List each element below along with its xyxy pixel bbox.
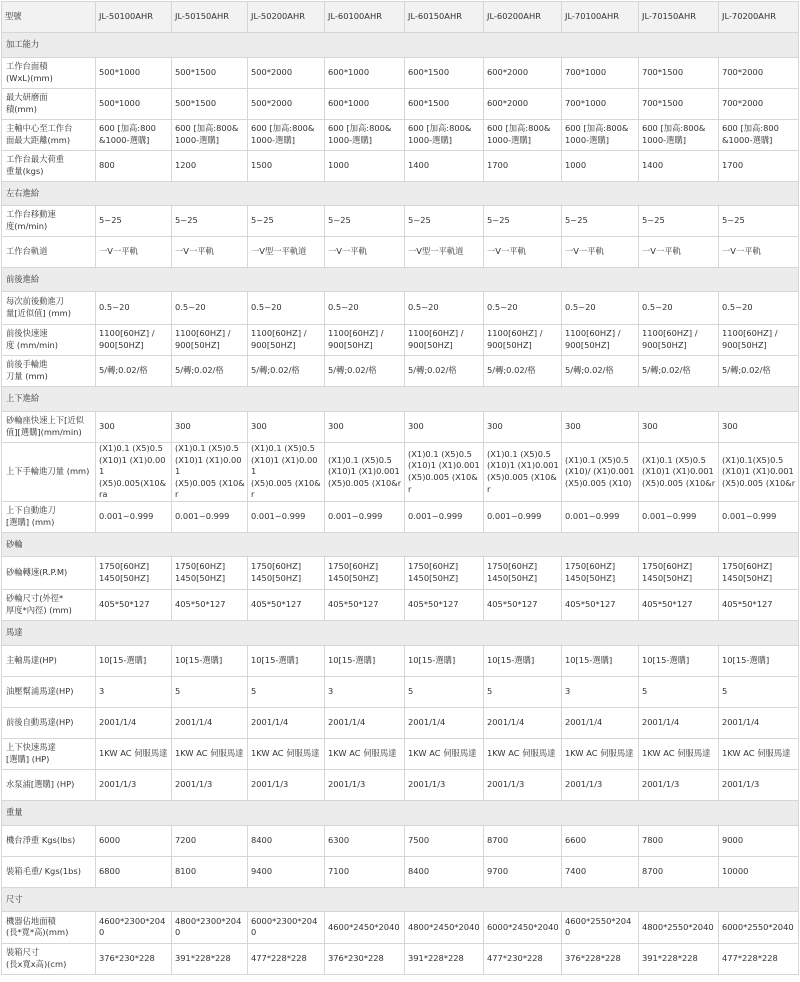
spec-value: 1KW AC 伺服馬達 bbox=[248, 738, 325, 769]
spec-value: 600 [加高:800& 1000-選購] bbox=[639, 120, 719, 151]
spec-value: 0.001~0.999 bbox=[248, 501, 325, 532]
section-title: 前後進給 bbox=[2, 268, 799, 292]
spec-row bbox=[2, 707, 799, 738]
spec-value: 700*1000 bbox=[562, 58, 639, 89]
spec-value: 0.001~0.999 bbox=[325, 501, 405, 532]
spec-label: 每次前後動進刀 量[近似值] (mm) bbox=[2, 292, 96, 325]
spec-value: 300 bbox=[96, 412, 172, 443]
model-name-cell: JL-50200AHR bbox=[248, 2, 325, 33]
spec-value: 5/轉;0.02/格 bbox=[96, 356, 172, 387]
spec-value: 1700 bbox=[484, 151, 562, 182]
spec-value: 1100[60HZ] / 900[50HZ] bbox=[639, 325, 719, 356]
spec-value: 8100 bbox=[172, 856, 248, 887]
spec-value: 1KW AC 伺服馬達 bbox=[639, 738, 719, 769]
spec-value: (X1)0.1 (X5)0.5 (X10)/ (X1)0.001 (X5)0.005 (X10) bbox=[562, 443, 639, 502]
spec-row bbox=[2, 89, 799, 120]
spec-row bbox=[2, 556, 799, 589]
spec-value: 300 bbox=[248, 412, 325, 443]
spec-label: 工作台移動速 度(m/min) bbox=[2, 206, 96, 237]
spec-value: 一V一平軌 bbox=[562, 237, 639, 268]
spec-value: 300 bbox=[562, 412, 639, 443]
spec-value: 1KW AC 伺服馬達 bbox=[562, 738, 639, 769]
spec-value: 一V型一平軌道 bbox=[405, 237, 484, 268]
spec-value: (X1)0.1 (X5)0.5 (X10)1 (X1)0.001 (X5)0.005 (X10&r bbox=[484, 443, 562, 502]
spec-value: (X1)0.1 (X5)0.5 (X10)1 (X1)0.001 (X5)0.005 (X10&r bbox=[405, 443, 484, 502]
spec-value: 4600*2300*2040 bbox=[96, 911, 172, 943]
spec-value: (X1)0.1 (X5)0.5 (X10)1 (X1)0.001 (X5)0.005 (X10&r bbox=[325, 443, 405, 502]
spec-value: 405*50*127 bbox=[96, 589, 172, 620]
spec-value: 500*2000 bbox=[248, 58, 325, 89]
spec-value: 600 [加高:800& 1000-選購] bbox=[325, 120, 405, 151]
spec-value: 2001/1/4 bbox=[172, 707, 248, 738]
spec-value: 405*50*127 bbox=[325, 589, 405, 620]
spec-value: 7400 bbox=[562, 856, 639, 887]
spec-value: 10[15-選購] bbox=[719, 645, 799, 676]
spec-value: 9400 bbox=[248, 856, 325, 887]
spec-value: 10000 bbox=[719, 856, 799, 887]
spec-value: 2001/1/4 bbox=[405, 707, 484, 738]
spec-value: 500*1500 bbox=[172, 89, 248, 120]
spec-value: 1750[60HZ] 1450[50HZ] bbox=[562, 556, 639, 589]
spec-value: 1KW AC 伺服馬達 bbox=[405, 738, 484, 769]
spec-value: 7200 bbox=[172, 825, 248, 856]
spec-row bbox=[2, 443, 799, 502]
spec-row bbox=[2, 589, 799, 620]
spec-value: 1100[60HZ] / 900[50HZ] bbox=[172, 325, 248, 356]
spec-value: 一V一平軌 bbox=[172, 237, 248, 268]
spec-value: 4800*2550*2040 bbox=[639, 911, 719, 943]
spec-value: 1750[60HZ] 1450[50HZ] bbox=[484, 556, 562, 589]
spec-value: 376*228*228 bbox=[562, 943, 639, 974]
spec-label: 上下快速馬達 [選購] (HP) bbox=[2, 738, 96, 769]
spec-value: 600 [加高:800& 1000-選購] bbox=[248, 120, 325, 151]
spec-value: 0.5~20 bbox=[639, 292, 719, 325]
spec-value: 5/轉;0.02/格 bbox=[562, 356, 639, 387]
spec-label: 主軸中心至工作台 面最大距離(mm) bbox=[2, 120, 96, 151]
spec-value: 1750[60HZ] 1450[50HZ] bbox=[639, 556, 719, 589]
spec-value: 6000*2450*2040 bbox=[484, 911, 562, 943]
spec-row bbox=[2, 501, 799, 532]
spec-value: 1100[60HZ] / 900[50HZ] bbox=[248, 325, 325, 356]
spec-value: 477*228*228 bbox=[248, 943, 325, 974]
spec-value: 10[15-選購] bbox=[405, 645, 484, 676]
spec-value: 405*50*127 bbox=[562, 589, 639, 620]
spec-value: 4600*2550*2040 bbox=[562, 911, 639, 943]
spec-value: 405*50*127 bbox=[719, 589, 799, 620]
spec-value: 405*50*127 bbox=[248, 589, 325, 620]
spec-value: 1100[60HZ] / 900[50HZ] bbox=[719, 325, 799, 356]
spec-value: 5/轉;0.02/格 bbox=[484, 356, 562, 387]
spec-value: 一V一平軌 bbox=[325, 237, 405, 268]
spec-value: 2001/1/4 bbox=[325, 707, 405, 738]
spec-value: 5/轉;0.02/格 bbox=[172, 356, 248, 387]
spec-row bbox=[2, 325, 799, 356]
spec-value: (X1)0.1 (X5)0.5 (X10)1 (X1)0.001 (X5)0.005 (X10&r bbox=[172, 443, 248, 502]
spec-row bbox=[2, 237, 799, 268]
spec-value: 5~25 bbox=[639, 206, 719, 237]
spec-value: 5 bbox=[719, 676, 799, 707]
spec-label: 機台淨重 Kgs(lbs) bbox=[2, 825, 96, 856]
spec-value: 5~25 bbox=[248, 206, 325, 237]
spec-value: 2001/1/3 bbox=[172, 769, 248, 800]
spec-label: 砂輪轉速(R.P.M) bbox=[2, 556, 96, 589]
spec-value: 5~25 bbox=[719, 206, 799, 237]
spec-value: 1750[60HZ] 1450[50HZ] bbox=[96, 556, 172, 589]
spec-value: 477*230*228 bbox=[484, 943, 562, 974]
spec-value: 500*2000 bbox=[248, 89, 325, 120]
spec-value: 1KW AC 伺服馬達 bbox=[172, 738, 248, 769]
spec-value: 8700 bbox=[639, 856, 719, 887]
spec-value: 5~25 bbox=[325, 206, 405, 237]
spec-value: 0.5~20 bbox=[172, 292, 248, 325]
spec-value: 0.5~20 bbox=[248, 292, 325, 325]
spec-value: 405*50*127 bbox=[639, 589, 719, 620]
spec-value: 800 bbox=[96, 151, 172, 182]
spec-value: 4600*2450*2040 bbox=[325, 911, 405, 943]
spec-value: 0.001~0.999 bbox=[172, 501, 248, 532]
spec-value: 376*230*228 bbox=[325, 943, 405, 974]
spec-value: 7800 bbox=[639, 825, 719, 856]
spec-label: 工作台最大荷重 重量(kgs) bbox=[2, 151, 96, 182]
section-header-row bbox=[2, 620, 799, 645]
spec-label: 主軸馬達(HP) bbox=[2, 645, 96, 676]
spec-row bbox=[2, 412, 799, 443]
spec-value: 405*50*127 bbox=[172, 589, 248, 620]
spec-value: 2001/1/4 bbox=[248, 707, 325, 738]
spec-value: 600*1500 bbox=[405, 89, 484, 120]
spec-value: 391*228*228 bbox=[639, 943, 719, 974]
spec-value: 391*228*228 bbox=[405, 943, 484, 974]
spec-value: 1KW AC 伺服馬達 bbox=[325, 738, 405, 769]
spec-value: (X1)0.1 (X5)0.5 (X10)1 (X1)0.001 (X5)0.005(X10&ra bbox=[96, 443, 172, 502]
spec-row bbox=[2, 911, 799, 943]
spec-value: 300 bbox=[172, 412, 248, 443]
spec-value: 2001/1/3 bbox=[96, 769, 172, 800]
spec-value: 1750[60HZ] 1450[50HZ] bbox=[172, 556, 248, 589]
spec-value: 10[15-選購] bbox=[325, 645, 405, 676]
model-header-row bbox=[2, 2, 799, 33]
spec-label: 最大研磨面 積(mm) bbox=[2, 89, 96, 120]
section-header-row bbox=[2, 268, 799, 292]
spec-value: 0.001~0.999 bbox=[719, 501, 799, 532]
spec-value: 0.001~0.999 bbox=[484, 501, 562, 532]
spec-value: 2001/1/4 bbox=[719, 707, 799, 738]
spec-value: 5 bbox=[639, 676, 719, 707]
model-name-cell: JL-60200AHR bbox=[484, 2, 562, 33]
spec-value: 0.001~0.999 bbox=[562, 501, 639, 532]
spec-value: 2001/1/3 bbox=[484, 769, 562, 800]
spec-value: 4800*2450*2040 bbox=[405, 911, 484, 943]
spec-row bbox=[2, 738, 799, 769]
spec-label: 工作台軌道 bbox=[2, 237, 96, 268]
section-title: 重量 bbox=[2, 800, 799, 825]
spec-value: 391*228*228 bbox=[172, 943, 248, 974]
spec-value: 10[15-選購] bbox=[639, 645, 719, 676]
spec-row bbox=[2, 943, 799, 974]
spec-row bbox=[2, 645, 799, 676]
spec-value: 7100 bbox=[325, 856, 405, 887]
model-name-cell: JL-50100AHR bbox=[96, 2, 172, 33]
spec-label: 裝箱尺寸 (長x寬x高)(cm) bbox=[2, 943, 96, 974]
spec-label: 上下自動進刀 [選購] (mm) bbox=[2, 501, 96, 532]
spec-row bbox=[2, 356, 799, 387]
spec-value: 5 bbox=[405, 676, 484, 707]
spec-value: 1KW AC 伺服馬達 bbox=[96, 738, 172, 769]
spec-value: 0.5~20 bbox=[484, 292, 562, 325]
spec-label: 前後自動馬達(HP) bbox=[2, 707, 96, 738]
spec-value: 300 bbox=[405, 412, 484, 443]
section-header-row bbox=[2, 387, 799, 412]
spec-value: 1000 bbox=[562, 151, 639, 182]
model-name-cell: JL-60150AHR bbox=[405, 2, 484, 33]
spec-value: 5 bbox=[484, 676, 562, 707]
spec-value: 0.5~20 bbox=[325, 292, 405, 325]
spec-value: 5/轉;0.02/格 bbox=[248, 356, 325, 387]
spec-row bbox=[2, 120, 799, 151]
spec-value: 1750[60HZ] 1450[50HZ] bbox=[405, 556, 484, 589]
spec-value: 6800 bbox=[96, 856, 172, 887]
spec-value: 10[15-選購] bbox=[484, 645, 562, 676]
spec-label: 裝箱毛重/ Kgs(1bs) bbox=[2, 856, 96, 887]
section-header-row bbox=[2, 887, 799, 911]
spec-label: 前後手輪進 刀量 (mm) bbox=[2, 356, 96, 387]
spec-value: 10[15-選購] bbox=[248, 645, 325, 676]
section-title: 加工能力 bbox=[2, 33, 799, 58]
spec-value: 600 [加高:800 &1000-選購] bbox=[719, 120, 799, 151]
spec-value: 一V一平軌 bbox=[96, 237, 172, 268]
spec-value: 1100[60HZ] / 900[50HZ] bbox=[562, 325, 639, 356]
section-header-row bbox=[2, 800, 799, 825]
spec-value: 6000*2550*2040 bbox=[719, 911, 799, 943]
spec-value: 2001/1/3 bbox=[562, 769, 639, 800]
spec-row bbox=[2, 58, 799, 89]
spec-value: 2001/1/3 bbox=[639, 769, 719, 800]
spec-value: 1750[60HZ] 1450[50HZ] bbox=[325, 556, 405, 589]
spec-table bbox=[1, 1, 799, 975]
section-title: 馬達 bbox=[2, 620, 799, 645]
spec-value: 0.5~20 bbox=[562, 292, 639, 325]
spec-value: 1KW AC 伺服馬達 bbox=[719, 738, 799, 769]
spec-row bbox=[2, 769, 799, 800]
spec-row bbox=[2, 151, 799, 182]
spec-value: 2001/1/4 bbox=[639, 707, 719, 738]
spec-value: 0.5~20 bbox=[719, 292, 799, 325]
spec-value: 1400 bbox=[639, 151, 719, 182]
section-title: 尺寸 bbox=[2, 887, 799, 911]
spec-table-body bbox=[2, 2, 799, 975]
spec-label: 油壓幫浦馬達(HP) bbox=[2, 676, 96, 707]
spec-value: 6000*2300*2040 bbox=[248, 911, 325, 943]
spec-value: 600 [加高:800& 1000-選購] bbox=[405, 120, 484, 151]
spec-value: 一V型一平軌道 bbox=[248, 237, 325, 268]
spec-value: 5/轉;0.02/格 bbox=[325, 356, 405, 387]
spec-value: 1100[60HZ] / 900[50HZ] bbox=[325, 325, 405, 356]
spec-value: 1500 bbox=[248, 151, 325, 182]
model-header-label: 型號 bbox=[2, 2, 96, 33]
spec-value: 477*228*228 bbox=[719, 943, 799, 974]
spec-value: 5~25 bbox=[405, 206, 484, 237]
spec-value: 700*1500 bbox=[639, 58, 719, 89]
spec-value: 1400 bbox=[405, 151, 484, 182]
spec-row bbox=[2, 292, 799, 325]
spec-value: 2001/1/3 bbox=[405, 769, 484, 800]
spec-value: 一V一平軌 bbox=[484, 237, 562, 268]
spec-value: 1000 bbox=[325, 151, 405, 182]
spec-value: 600 [加高:800& 1000-選購] bbox=[562, 120, 639, 151]
spec-value: 300 bbox=[639, 412, 719, 443]
spec-value: 2001/1/3 bbox=[719, 769, 799, 800]
spec-value: 6000 bbox=[96, 825, 172, 856]
spec-value: 8400 bbox=[405, 856, 484, 887]
spec-value: (X1)0.1 (X5)0.5 (X10)1 (X1)0.001 (X5)0.005 (X10&r bbox=[248, 443, 325, 502]
section-header-row bbox=[2, 532, 799, 556]
spec-value: 600*1500 bbox=[405, 58, 484, 89]
spec-value: 600*2000 bbox=[484, 89, 562, 120]
spec-label: 砂輪尺寸(外徑* 厚度*內徑) (mm) bbox=[2, 589, 96, 620]
spec-value: 600*1000 bbox=[325, 89, 405, 120]
spec-value: 500*1500 bbox=[172, 58, 248, 89]
spec-value: 700*2000 bbox=[719, 58, 799, 89]
spec-value: 405*50*127 bbox=[484, 589, 562, 620]
section-title: 上下進給 bbox=[2, 387, 799, 412]
spec-value: 700*2000 bbox=[719, 89, 799, 120]
spec-value: 300 bbox=[325, 412, 405, 443]
spec-value: 4800*2300*2040 bbox=[172, 911, 248, 943]
model-name-cell: JL-70100AHR bbox=[562, 2, 639, 33]
spec-label: 上下手輪進刀量 (mm) bbox=[2, 443, 96, 502]
spec-value: (X1)0.1 (X5)0.5 (X10)1 (X1)0.001 (X5)0.005 (X10&r bbox=[639, 443, 719, 502]
spec-value: 5~25 bbox=[562, 206, 639, 237]
spec-value: 600*1000 bbox=[325, 58, 405, 89]
spec-value: 10[15-選購] bbox=[172, 645, 248, 676]
spec-label: 前後快速速 度 (mm/min) bbox=[2, 325, 96, 356]
spec-value: 5~25 bbox=[172, 206, 248, 237]
spec-value: 5/轉;0.02/格 bbox=[405, 356, 484, 387]
spec-value: 300 bbox=[719, 412, 799, 443]
spec-value: 一V一平軌 bbox=[639, 237, 719, 268]
spec-value: 0.5~20 bbox=[405, 292, 484, 325]
section-header-row bbox=[2, 182, 799, 206]
model-name-cell: JL-60100AHR bbox=[325, 2, 405, 33]
spec-value: 1750[60HZ] 1450[50HZ] bbox=[719, 556, 799, 589]
spec-value: 3 bbox=[562, 676, 639, 707]
spec-value: 7500 bbox=[405, 825, 484, 856]
spec-value: 9700 bbox=[484, 856, 562, 887]
spec-value: 700*1500 bbox=[639, 89, 719, 120]
spec-value: 6600 bbox=[562, 825, 639, 856]
spec-value: 1100[60HZ] / 900[50HZ] bbox=[484, 325, 562, 356]
spec-value: 2001/1/4 bbox=[96, 707, 172, 738]
spec-value: 8400 bbox=[248, 825, 325, 856]
spec-value: 600*2000 bbox=[484, 58, 562, 89]
spec-value: 0.5~20 bbox=[96, 292, 172, 325]
spec-value: 600 [加高:800& 1000-選購] bbox=[484, 120, 562, 151]
section-header-row bbox=[2, 33, 799, 58]
spec-value: 5 bbox=[172, 676, 248, 707]
spec-value: 10[15-選購] bbox=[562, 645, 639, 676]
spec-value: 3 bbox=[96, 676, 172, 707]
spec-value: 6300 bbox=[325, 825, 405, 856]
spec-value: 0.001~0.999 bbox=[405, 501, 484, 532]
spec-value: 500*1000 bbox=[96, 89, 172, 120]
spec-value: 376*230*228 bbox=[96, 943, 172, 974]
spec-value: 1100[60HZ] / 900[50HZ] bbox=[96, 325, 172, 356]
spec-value: 一V一平軌 bbox=[719, 237, 799, 268]
section-title: 左右進給 bbox=[2, 182, 799, 206]
spec-value: 500*1000 bbox=[96, 58, 172, 89]
spec-value: 5~25 bbox=[484, 206, 562, 237]
spec-value: 9000 bbox=[719, 825, 799, 856]
spec-label: 砂輪座快速上下[近似 值][選購](mm/min) bbox=[2, 412, 96, 443]
spec-value: 405*50*127 bbox=[405, 589, 484, 620]
spec-row bbox=[2, 206, 799, 237]
spec-row bbox=[2, 856, 799, 887]
spec-value: 5 bbox=[248, 676, 325, 707]
spec-value: 2001/1/3 bbox=[248, 769, 325, 800]
spec-value: 10[15-選購] bbox=[96, 645, 172, 676]
spec-value: 0.001~0.999 bbox=[639, 501, 719, 532]
spec-value: 1100[60HZ] / 900[50HZ] bbox=[405, 325, 484, 356]
spec-value: 0.001~0.999 bbox=[96, 501, 172, 532]
model-name-cell: JL-70200AHR bbox=[719, 2, 799, 33]
spec-value: 3 bbox=[325, 676, 405, 707]
spec-value: 700*1000 bbox=[562, 89, 639, 120]
spec-value: 2001/1/3 bbox=[325, 769, 405, 800]
spec-value: 1700 bbox=[719, 151, 799, 182]
spec-value: 300 bbox=[484, 412, 562, 443]
spec-value: 1KW AC 伺服馬達 bbox=[484, 738, 562, 769]
spec-row bbox=[2, 676, 799, 707]
spec-value: 1200 bbox=[172, 151, 248, 182]
spec-value: 5~25 bbox=[96, 206, 172, 237]
spec-value: 600 [加高:800 &1000-選購] bbox=[96, 120, 172, 151]
spec-label: 水泵浦[選購] (HP) bbox=[2, 769, 96, 800]
spec-label: 機器佔地面積 (長*寬*高)(mm) bbox=[2, 911, 96, 943]
spec-value: 2001/1/4 bbox=[562, 707, 639, 738]
spec-value: 8700 bbox=[484, 825, 562, 856]
spec-value: 2001/1/4 bbox=[484, 707, 562, 738]
spec-value: (X1)0.1(X5)0.5 (X10)1 (X1)0.001 (X5)0.005 (X10&r bbox=[719, 443, 799, 502]
spec-label: 工作台面積 (WxL)(mm) bbox=[2, 58, 96, 89]
spec-value: 5/轉;0.02/格 bbox=[719, 356, 799, 387]
spec-value: 600 [加高:800& 1000-選購] bbox=[172, 120, 248, 151]
spec-value: 5/轉;0.02/格 bbox=[639, 356, 719, 387]
model-name-cell: JL-70150AHR bbox=[639, 2, 719, 33]
spec-value: 1750[60HZ] 1450[50HZ] bbox=[248, 556, 325, 589]
spec-row bbox=[2, 825, 799, 856]
section-title: 砂輪 bbox=[2, 532, 799, 556]
model-name-cell: JL-50150AHR bbox=[172, 2, 248, 33]
